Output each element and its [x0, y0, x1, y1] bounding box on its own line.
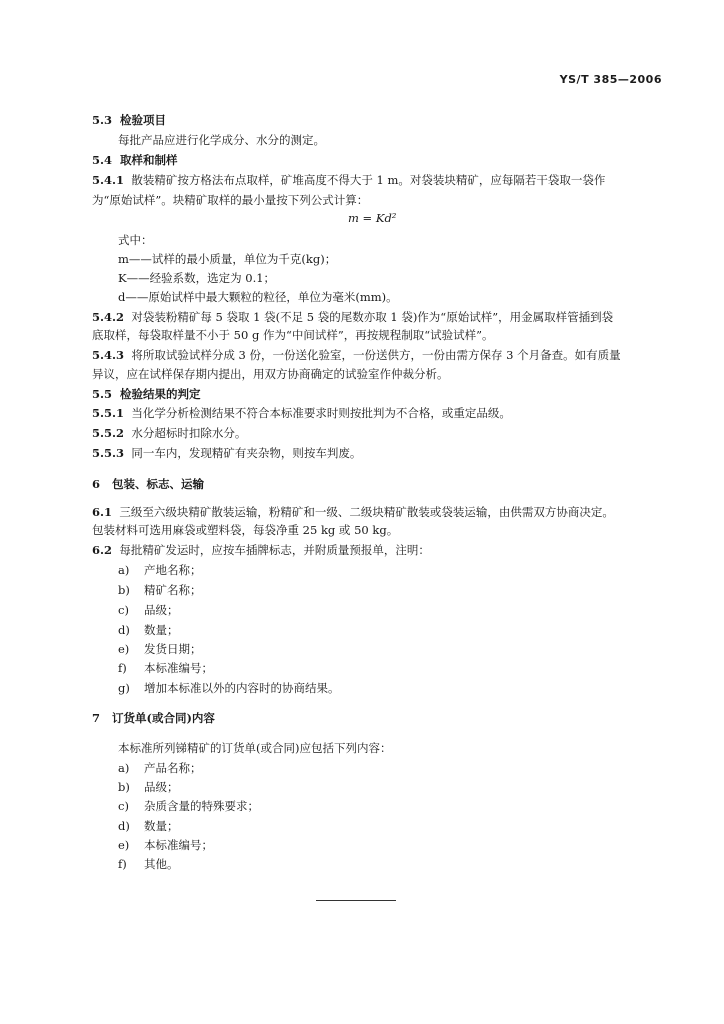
- list-item: d) 数量；: [118, 819, 179, 833]
- paragraph-text: 水分超标时扣除水分。: [131, 426, 247, 440]
- section-title: 包装、标志、运输: [112, 477, 205, 491]
- section-7-intro: 本标准所列锑精矿的订货单(或合同)应包括下列内容：: [118, 741, 392, 755]
- section-number: 7: [92, 711, 101, 725]
- section-6-2-intro: [92, 542, 430, 558]
- section-6-heading: [92, 476, 204, 492]
- list-item: b) 精矿名称；: [118, 583, 202, 597]
- section-6-1-line2: 包装材料可选用麻袋或塑料袋，每袋净重 25 kg 或 50 kg。: [92, 523, 399, 537]
- list-item: c) 品级；: [118, 603, 179, 617]
- paragraph-text: 三级至六级块精矿散装运输，粉精矿和一级、二级块精矿散装或袋装运输，由供需双方协商决定。: [119, 505, 614, 519]
- formula-where-label: 式中：: [118, 233, 153, 247]
- list-item: e) 发货日期；: [118, 642, 202, 656]
- paragraph-text: 每批精矿发运时，应按车插牌标志，并附质量预报单，注明：: [119, 543, 430, 557]
- section-number: 5.4.1: [92, 173, 125, 187]
- list-item: f) 本标准编号；: [118, 661, 213, 675]
- sampling-formula: m = Kd²: [348, 211, 397, 225]
- section-5-4-3-line1: [92, 347, 621, 363]
- list-item: e) 本标准编号；: [118, 838, 213, 852]
- section-number: 6: [92, 477, 101, 491]
- list-item: g) 增加本标准以外的内容时的协商结果。: [118, 681, 340, 695]
- paragraph-text: 将所取试验试样分成 3 份，一份送化验室，一份送供方，一份由需方保存 3 个月备查。如有质量: [131, 348, 621, 362]
- section-5-4-2-line1: [92, 309, 613, 325]
- formula-def-k: K——经验系数，选定为 0.1；: [118, 271, 276, 285]
- paragraph-text: 同一车内，发现精矿有夹杂物，则按车判废。: [131, 446, 362, 460]
- section-6-1-line1: [92, 504, 614, 520]
- section-5-4-2-line2: 底取样，每袋取样量不小于 50 g 作为“中间试样”，再按规程制取“试验试样”。: [92, 328, 494, 342]
- section-5-5-1: [92, 405, 511, 421]
- section-5-5-2: [92, 425, 246, 441]
- section-7-heading: [92, 710, 215, 726]
- section-5-4-1-line1: [92, 172, 605, 188]
- paragraph-text: 对袋装粉精矿每 5 袋取 1 袋(不足 5 袋的尾数亦取 1 袋)作为“原始试样”，用金属取样管插到袋: [131, 310, 614, 324]
- section-number: 6.2: [92, 543, 113, 557]
- section-number: 5.5.2: [92, 426, 125, 440]
- list-item: a) 产品名称；: [118, 761, 202, 775]
- paragraph-text: 散装精矿按方格法布点取样，矿堆高度不得大于 1 m。对袋装块精矿，应每隔若干袋取一袋作: [131, 173, 606, 187]
- section-number: 6.1: [92, 505, 113, 519]
- section-5-4-3-line2: 异议，应在试样保存期内提出，用双方协商确定的试验室作仲裁分析。: [92, 367, 449, 381]
- list-item: b) 品级；: [118, 780, 179, 794]
- section-number: 5.5: [92, 387, 113, 401]
- section-title: 订货单(或合同)内容: [112, 711, 215, 725]
- section-title: 检验结果的判定: [120, 387, 201, 401]
- end-of-document-rule: [316, 900, 396, 901]
- list-item: d) 数量；: [118, 623, 179, 637]
- formula-def-m: m——试样的最小质量，单位为千克(kg)；: [118, 252, 337, 266]
- paragraph-text: 当化学分析检测结果不符合本标准要求时则按批判为不合格，或重定品级。: [131, 406, 511, 420]
- section-5-4-1-line2: 为“原始试样”。块精矿取样的最小量按下列公式计算：: [92, 193, 369, 207]
- section-number: 5.4.3: [92, 348, 125, 362]
- section-title: 检验项目: [120, 113, 167, 127]
- section-5-3-body: 每批产品应进行化学成分、水分的测定。: [118, 133, 325, 147]
- list-item: c) 杂质含量的特殊要求；: [118, 799, 259, 813]
- section-title: 取样和制样: [120, 153, 178, 167]
- section-5-5-heading: [92, 386, 201, 402]
- section-5-3-heading: [92, 112, 166, 128]
- section-number: 5.4.2: [92, 310, 125, 324]
- list-item: a) 产地名称；: [118, 563, 202, 577]
- section-number: 5.4: [92, 153, 113, 167]
- formula-def-d: d——原始试样中最大颗粒的粒径，单位为毫米(mm)。: [118, 290, 398, 304]
- list-item: f) 其他。: [118, 857, 179, 871]
- section-number: 5.5.1: [92, 406, 125, 420]
- document-header-standard-code: YS/T 385—2006: [559, 73, 662, 86]
- section-5-4-heading: [92, 152, 178, 168]
- section-number: 5.5.3: [92, 446, 125, 460]
- section-number: 5.3: [92, 113, 113, 127]
- section-5-5-3: [92, 445, 361, 461]
